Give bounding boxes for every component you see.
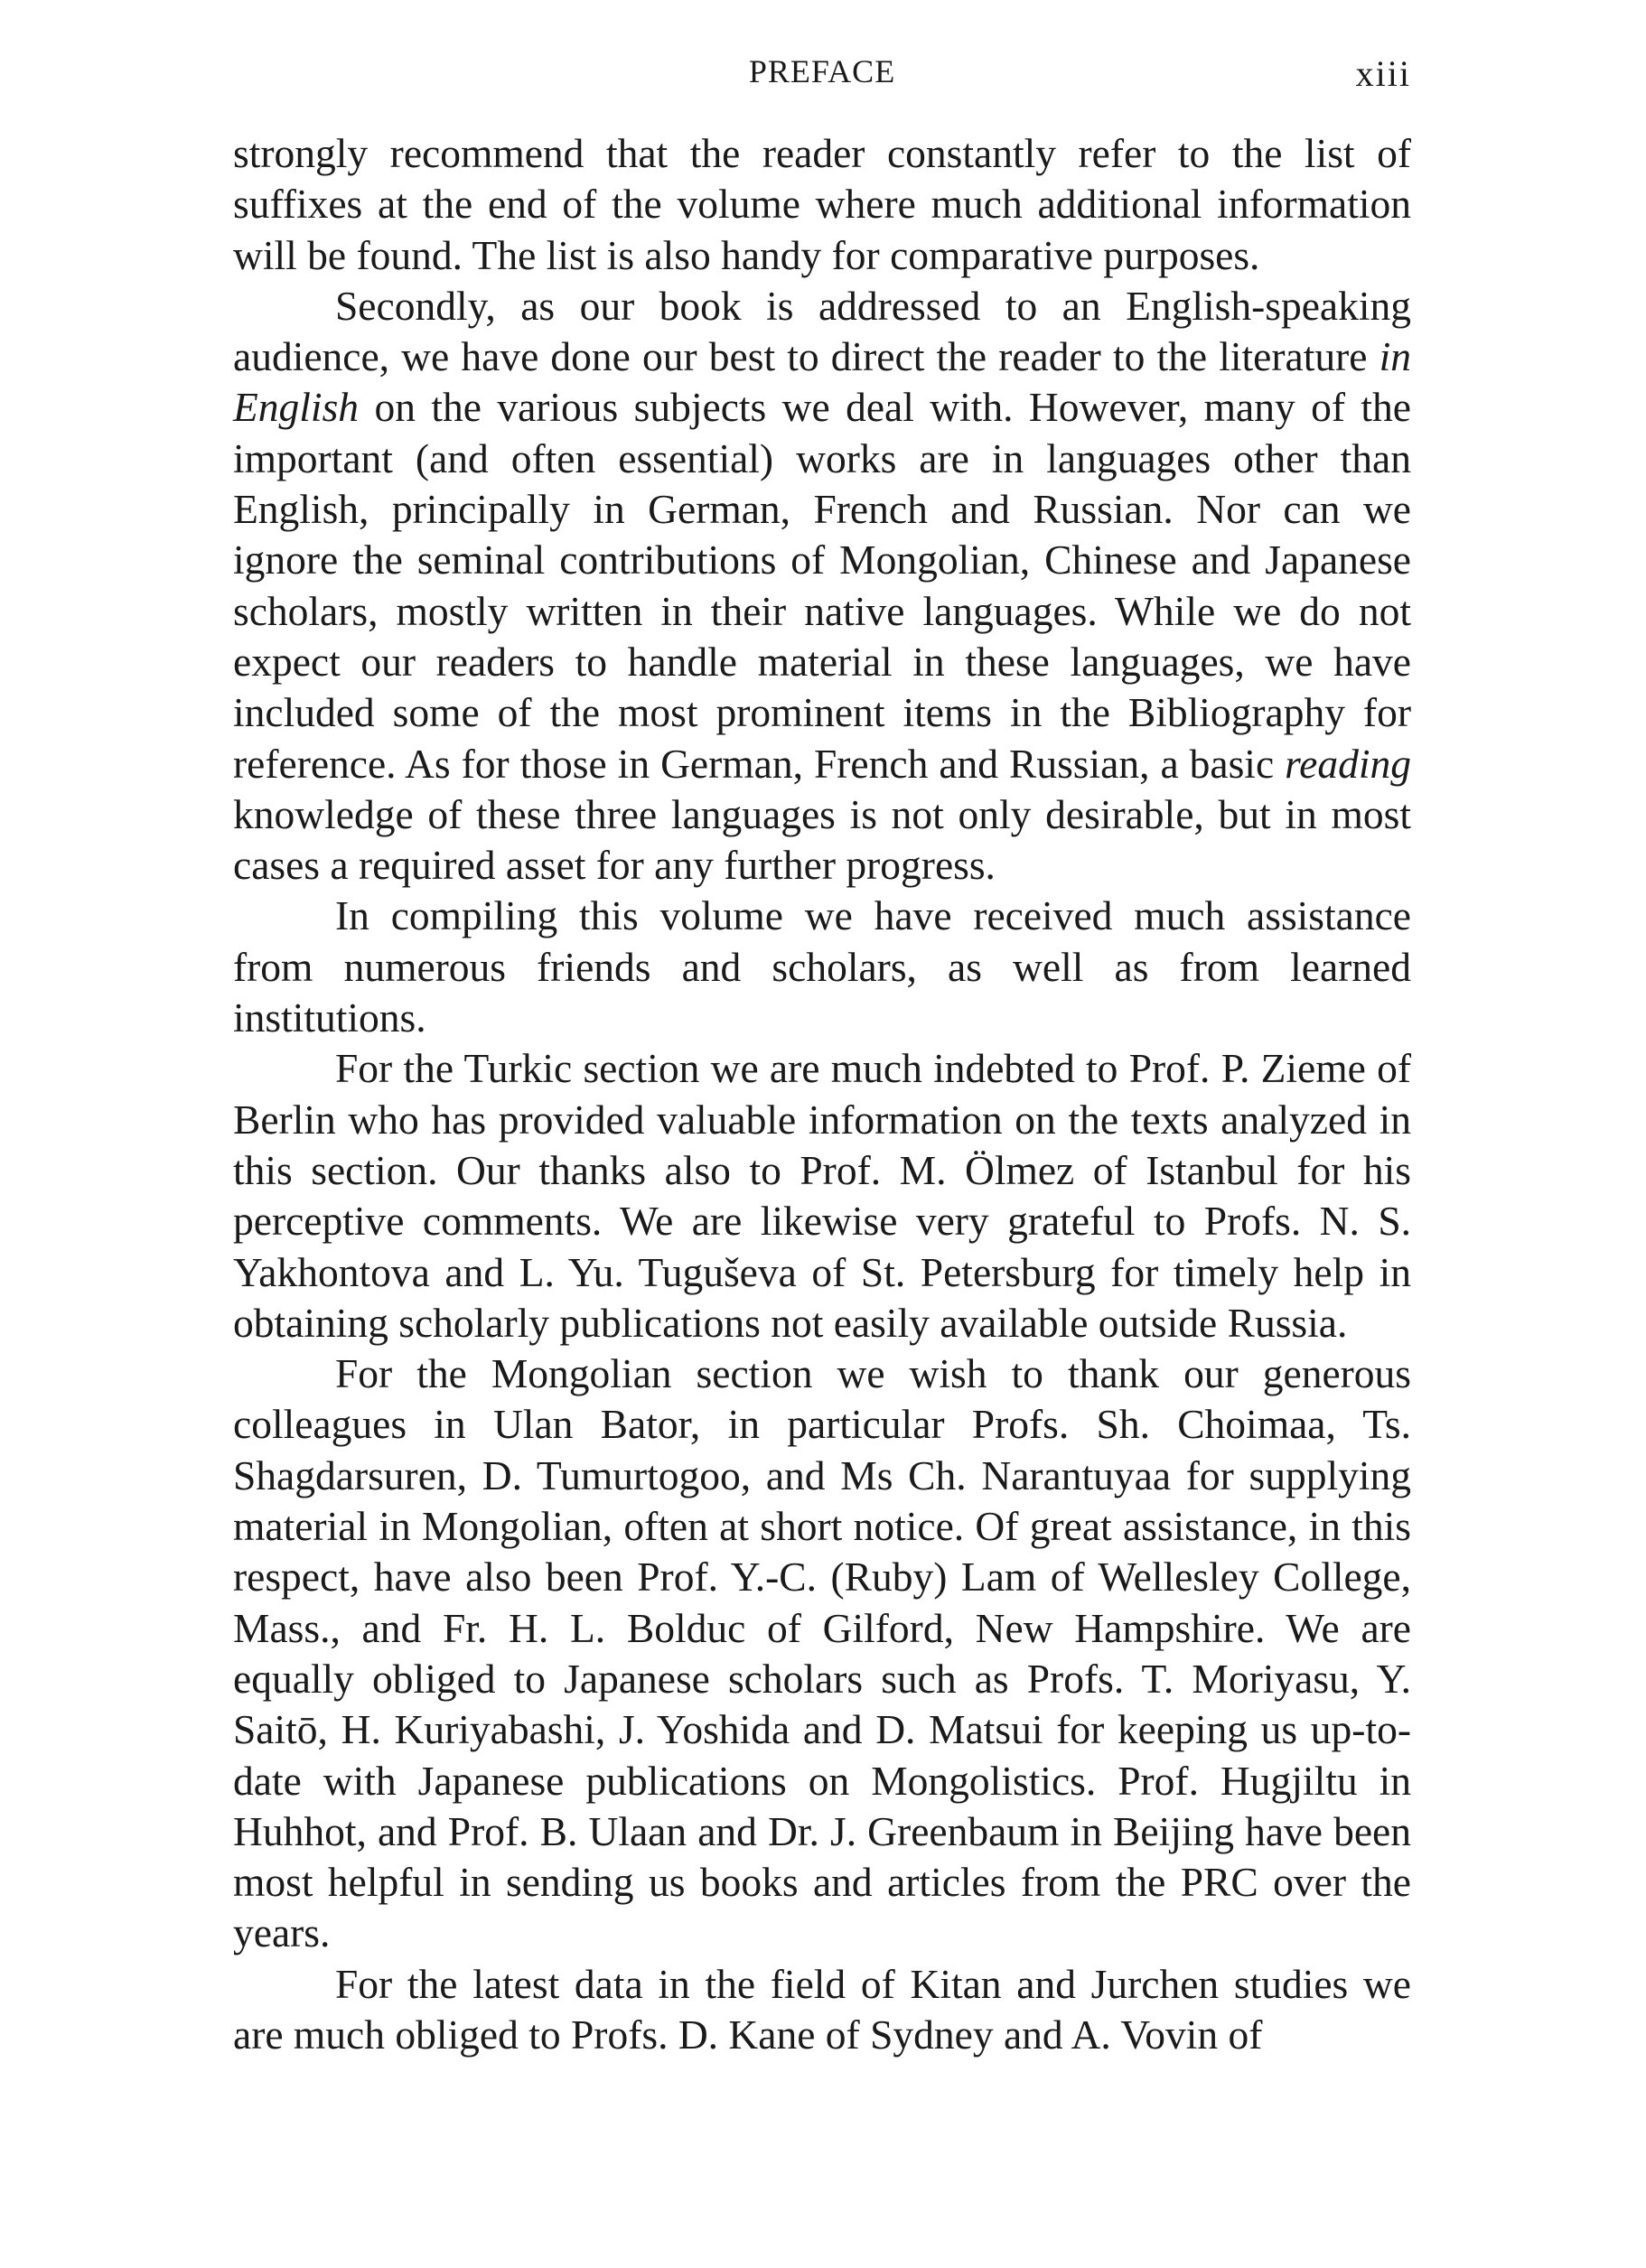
running-head: [233, 52, 1411, 98]
paragraph-2-text-b: on the various subjects we deal with. However, many of the important (and often essential) works are in languages other than English, principally in German, French and Russian. Nor can we ignore the seminal contributions of Mongolian, Chinese and Japanese scholars, mostly written in their native languages. While we do not expect our readers to handle material in these languages, we have included some of the most prominent items in the Bibliography for reference. As for those in German, French and Russian, a basic: [233, 384, 1411, 787]
page-number: xiii: [1355, 53, 1411, 94]
italic-word-reading: reading: [1285, 740, 1411, 787]
paragraph-5: For the Mongolian section we wish to thank our generous colleagues in Ulan Bator, in particular Profs. Sh. Choimaa, Ts. Shagdarsuren, D. Tumurtogoo, and Ms Ch. Narantuyaa for supplying material in Mongolian, often at short notice. Of great assistance, in this respect, have also been Prof. Y.-C. (Ruby) Lam of Wellesley College, Mass., and Fr. H. L. Bolduc of Gilford, New Hampshire. We are equally obliged to Japanese scholars such as Profs. T. Moriyasu, Y. Saitō, H. Kuriyabashi, J. Yoshida and D. Matsui for keeping us up-to-date with Japanese publications on Mongolistics. Prof. Hugjiltu in Huhhot, and Prof. B. Ulaan and Dr. J. Greenbaum in Beijing have been most helpful in sending us books and articles from the PRC over the years.: [233, 1350, 1411, 1956]
running-title: PREFACE: [748, 53, 896, 89]
paragraph-1: strongly recommend that the reader constantly refer to the list of suffixes at the end of the volume where much additional information will be found. The list is also handy for comparative purposes.: [233, 130, 1411, 278]
paragraph-4: For the Turkic section we are much indebted to Prof. P. Zieme of Berlin who has provided valuable information on the texts analyzed in this section. Our thanks also to Prof. M. Ölmez of Istanbul for his perceptive comments. We are likewise very grateful to Profs. N. S. Yakhontova and L. Yu. Tuguševa of St. Petersburg for timely help in obtaining scholarly publications not easily available outside Russia.: [233, 1045, 1411, 1346]
italic-phrase-in-english: in English: [233, 333, 1411, 431]
body-text: [233, 128, 1411, 2060]
paragraph-3: In compiling this volume we have received much assistance from numerous friends and scholars, as well as from learned institutions.: [233, 892, 1411, 1041]
paragraph-2-text-c: knowledge of these three languages is not only desirable, but in most cases a required asset for any further progress.: [233, 790, 1411, 889]
paragraph-2-text-a: Secondly, as our book is addressed to an English-speaking audience, we have done our best to direct the reader to the literature: [233, 282, 1411, 380]
paragraph-6: For the latest data in the field of Kitan and Jurchen studies we are much obliged to Profs. D. Kane of Sydney and A. Vovin of: [233, 1960, 1411, 2058]
paragraph-2: [233, 281, 1411, 891]
